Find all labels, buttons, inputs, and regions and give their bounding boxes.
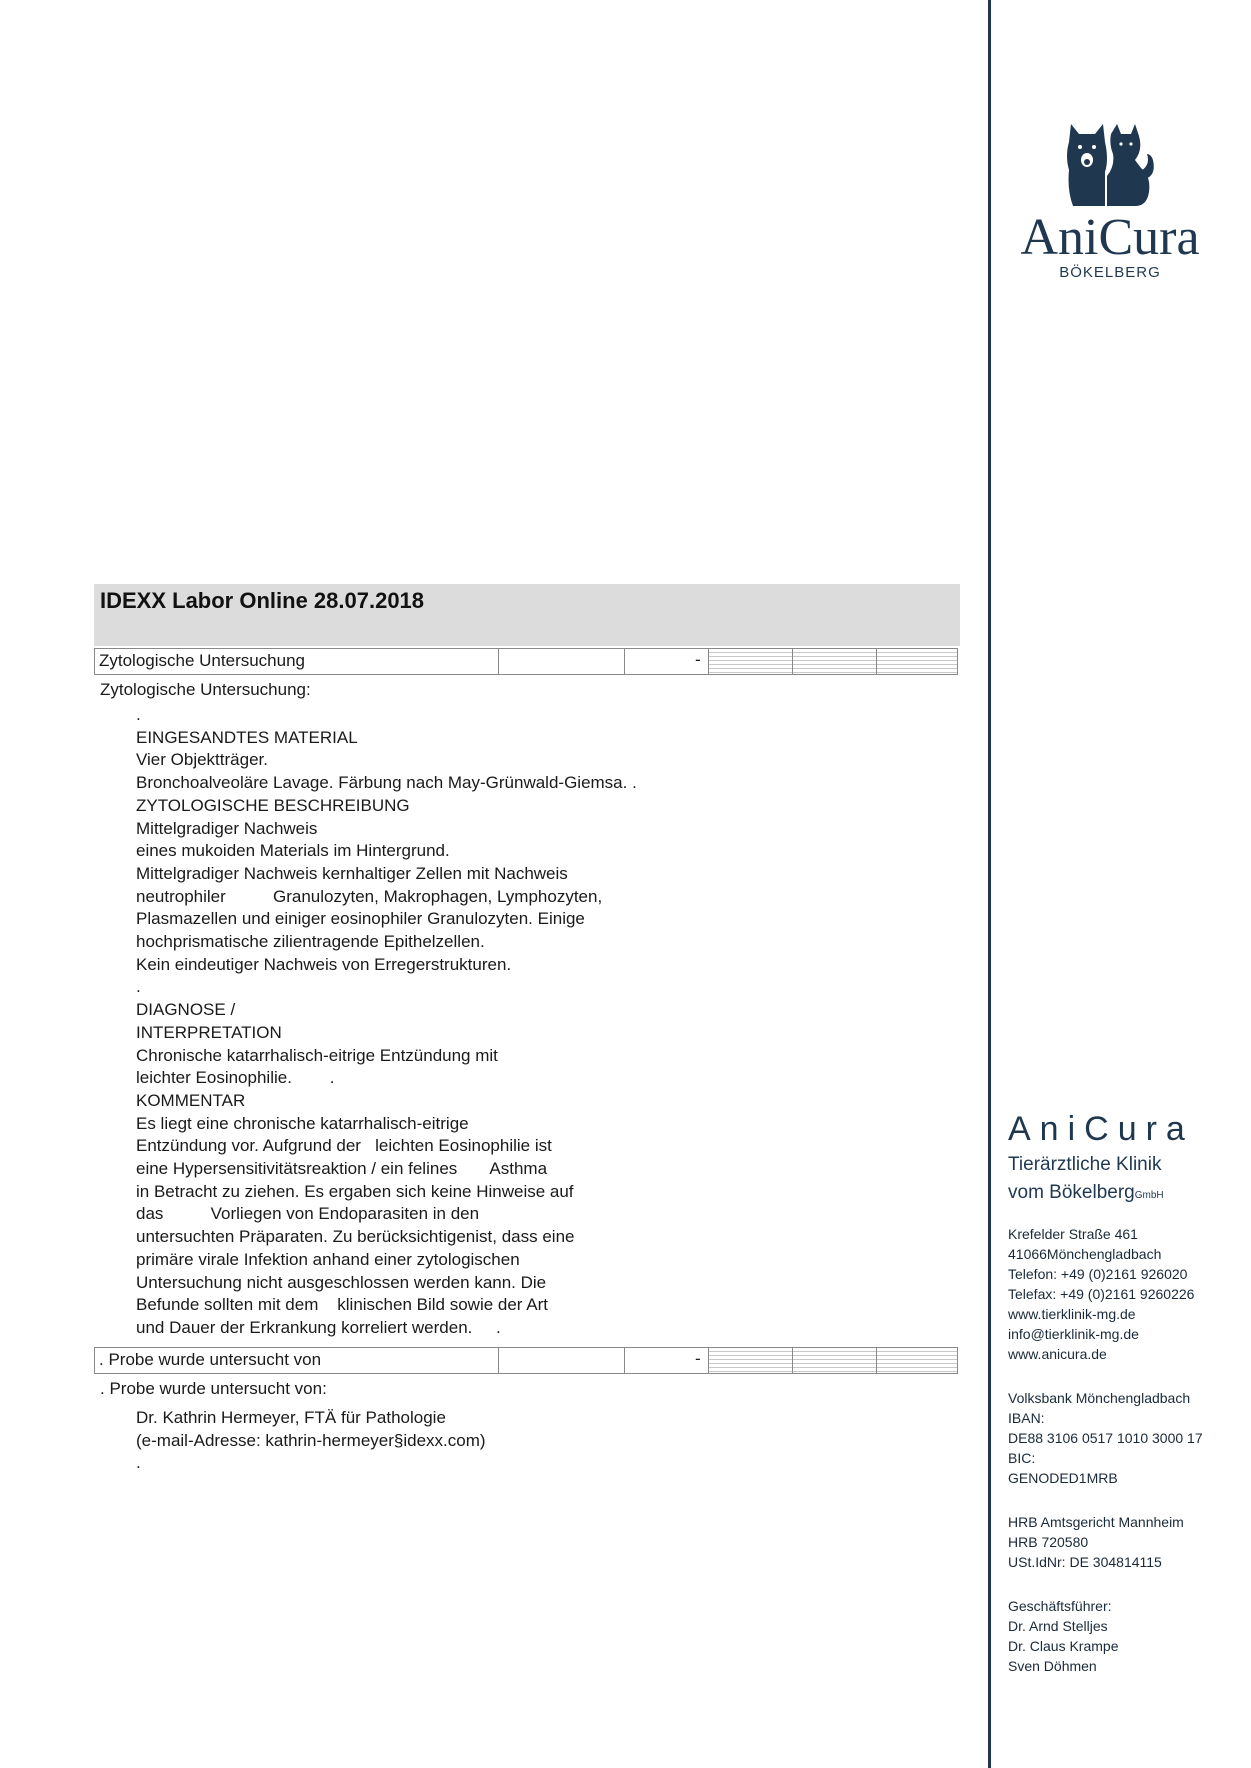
address-line: GENODED1MRB [1008, 1470, 1118, 1486]
report-line: das Vorliegen von Endoparasiten in den [136, 1204, 480, 1224]
report-line: Untersuchung nicht ausgeschlossen werden kann. Die [136, 1272, 547, 1292]
report-line: Kein eindeutiger Nachweis von Erregerstrukturen. [136, 954, 512, 974]
report-title: IDEXX Labor Online 28.07.2018 [100, 588, 425, 613]
address-line: USt.IdNr: DE 304814115 [1008, 1554, 1162, 1570]
report-line: (e-mail-Adresse: kathrin-hermeyer§idexx.com) [136, 1430, 486, 1450]
result-ref-cell [877, 1348, 957, 1373]
clinic-line2 [1008, 1182, 1164, 1204]
report-line: eines mukoiden Materials im Hintergrund. [136, 841, 450, 861]
report-line: Es liegt eine chronische katarrhalisch-eitrige [136, 1113, 469, 1133]
address-line: Telefon: +49 (0)2161 926020 [1008, 1266, 1188, 1282]
anicura-logo [1010, 120, 1210, 290]
report-line: Chronische katarrhalisch-eitrige Entzündung mit [136, 1045, 498, 1065]
result-label-cell [95, 649, 499, 674]
address-line: www.anicura.de [1008, 1346, 1107, 1362]
logo-wordmark: AniCura [1020, 209, 1200, 266]
sidebar-divider [988, 0, 991, 1768]
address-line: Dr. Arnd Stelljes [1008, 1618, 1108, 1634]
report-line: . [136, 1453, 141, 1473]
clinic-name: AniCura [1008, 1110, 1194, 1148]
report-line: Bronchoalveoläre Lavage. Färbung nach May-Grünwald-Giemsa. . [136, 773, 637, 793]
address-line: Geschäftsführer: [1008, 1598, 1112, 1614]
result-row-zytologie [94, 648, 958, 675]
address-line: Dr. Claus Krampe [1008, 1638, 1119, 1654]
report-line: Entzündung vor. Aufgrund der leichten Eosinophilie ist [136, 1136, 552, 1156]
report-line: EINGESANDTES MATERIAL [136, 727, 358, 747]
section-heading: Zytologische Untersuchung: [100, 680, 311, 699]
address-line: BIC: [1008, 1450, 1036, 1466]
report-line: KOMMENTAR [136, 1090, 246, 1110]
address-line: Telefax: +49 (0)2161 9260226 [1008, 1286, 1195, 1302]
report-line: . [136, 977, 141, 997]
clinic-registry [1008, 1512, 1184, 1572]
result-ref-cell [793, 649, 877, 674]
result-label-cell [95, 1348, 499, 1373]
report-line: . [136, 705, 141, 724]
result-empty-cell [499, 649, 625, 674]
address-line: info@tierklinik-mg.de [1008, 1326, 1139, 1342]
clinic-management [1008, 1596, 1118, 1676]
report-line: Mittelgradiger Nachweis [136, 818, 318, 838]
examiner-heading: . Probe wurde untersucht von: [100, 1379, 327, 1398]
report-line: Mittelgradiger Nachweis kernhaltiger Zellen mit Nachweis [136, 863, 568, 883]
report-line: DIAGNOSE / [136, 1000, 236, 1020]
report-header [94, 584, 960, 646]
address-line: DE88 3106 0517 1010 3000 17 [1008, 1430, 1203, 1446]
report-line: Vier Objektträger. [136, 750, 268, 770]
result-empty-cell [499, 1348, 625, 1373]
report-line: hochprismatische zilientragende Epithelzellen. [136, 932, 485, 951]
result-ref-cell [709, 649, 793, 674]
address-line: www.tierklinik-mg.de [1008, 1306, 1136, 1322]
result-ref-cell [877, 649, 957, 674]
clinic-line2-text: vom Bökelberg [1008, 1182, 1135, 1203]
report-line: Dr. Kathrin Hermeyer, FTÄ für Pathologie [136, 1408, 446, 1427]
report-line: Befunde sollten mit dem klinischen Bild sowie der Art [136, 1295, 548, 1315]
address-line: Sven Döhmen [1008, 1658, 1097, 1674]
result-value-cell [625, 1348, 709, 1373]
address-line: IBAN: [1008, 1410, 1045, 1426]
cat-and-dog-logo-icon [1065, 120, 1155, 208]
report-line: in Betracht zu ziehen. Es ergaben sich keine Hinweise auf [136, 1181, 574, 1201]
logo-subtitle: BÖKELBERG [1059, 264, 1161, 281]
report-line: untersuchten Präparaten. Zu berücksichtigenist, dass eine [136, 1227, 575, 1247]
result-value-cell [625, 649, 709, 674]
result-label: . Probe wurde untersucht von [99, 1350, 322, 1369]
address-line: HRB 720580 [1008, 1534, 1089, 1550]
report-line: neutrophiler Granulozyten, Makrophagen, Lymphozyten, [136, 886, 603, 906]
report-line: INTERPRETATION [136, 1022, 282, 1042]
report-line: Plasmazellen und einiger eosinophiler Granulozyten. Einige [136, 909, 585, 929]
result-ref-cell [793, 1348, 877, 1373]
report-line: primäre virale Infektion anhand einer zytologischen [136, 1249, 520, 1269]
result-ref-cell [709, 1348, 793, 1373]
address-line: HRB Amtsgericht Mannheim [1008, 1514, 1184, 1530]
result-label: Zytologische Untersuchung [99, 651, 306, 670]
report-line: ZYTOLOGISCHE BESCHREIBUNG [136, 795, 410, 815]
result-row-probe [94, 1347, 958, 1374]
clinic-bank [1008, 1388, 1203, 1488]
clinic-line1: Tierärztliche Klinik [1008, 1154, 1162, 1175]
report-line: eine Hypersensitivitätsreaktion / ein felines Asthma [136, 1159, 548, 1178]
clinic-address [1008, 1224, 1194, 1364]
address-line: Volksbank Mönchengladbach [1008, 1390, 1191, 1406]
address-line: Krefelder Straße 461 [1008, 1226, 1138, 1242]
report-line: leichter Eosinophilie. . [136, 1068, 335, 1088]
result-value: - [695, 650, 701, 669]
result-value: - [695, 1349, 701, 1368]
report-line: und Dauer der Erkrankung korreliert werden. . [136, 1317, 501, 1337]
clinic-line2-suffix: GmbH [1134, 1190, 1164, 1201]
address-line: 41066Mönchengladbach [1008, 1246, 1162, 1262]
